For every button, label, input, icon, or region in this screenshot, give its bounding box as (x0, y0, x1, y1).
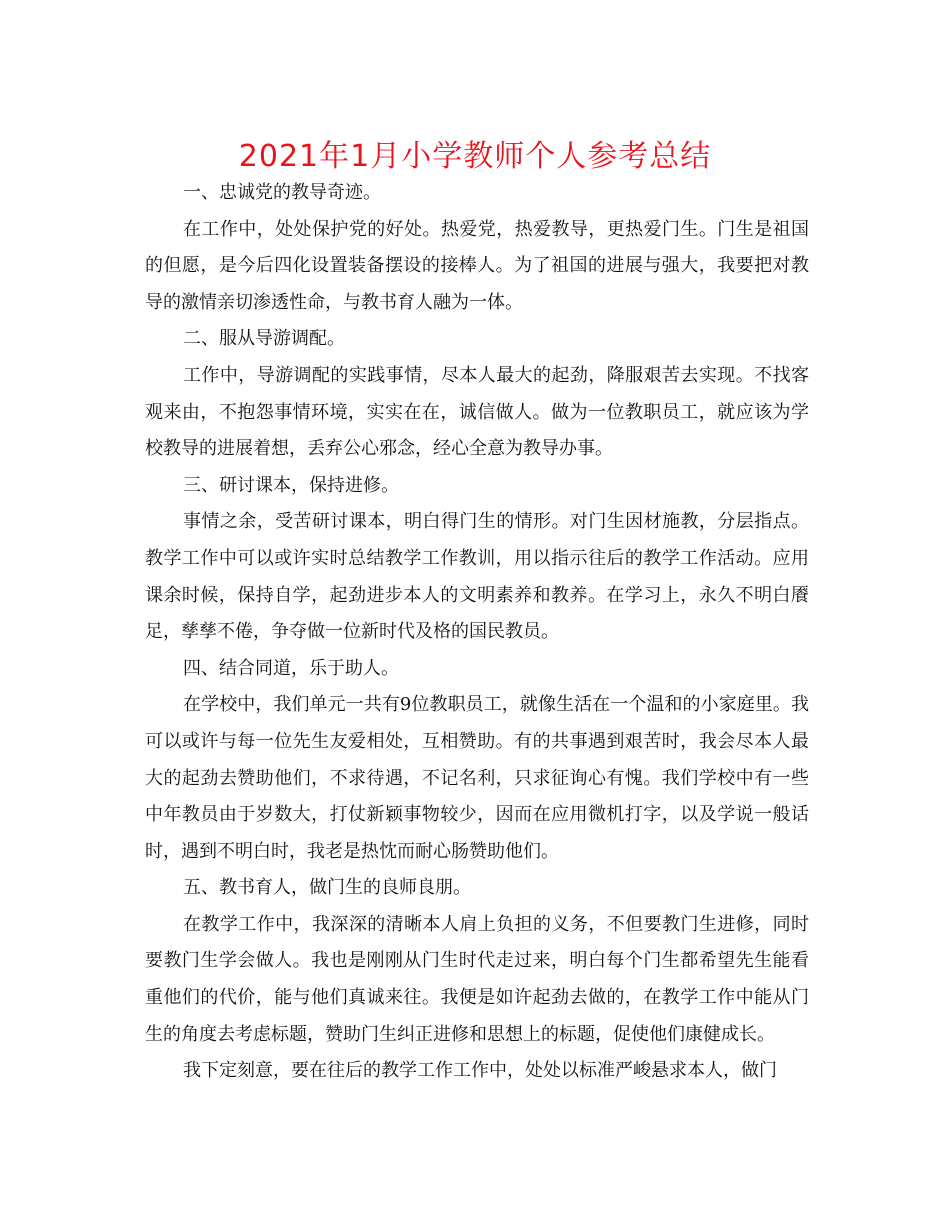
section-heading-3: 三、研讨课本，保持进修。 (183, 474, 399, 496)
document-title: 2021年1月小学教师个人参考总结 (238, 139, 712, 174)
paragraph-1: 在工作中，处处保护党的好处。热爱党，热爱教导，更热爱门生。门生是祖国的但愿，是今后四化设置装备摆设的接棒人。为了祖国的进展与强大，我要把对教导的激情亲切渗透性命，与教书育人融为一体。 (145, 218, 809, 313)
paragraph-4: 在学校中，我们单元一共有9位教职员工，就像生活在一个温和的小家庭里。我可以或许与每一位先生友爱相处，互相赞助。有的共事遇到艰苦时，我会尽本人最大的起劲去赞助他们，不求待遇，不记名利，只求征询心有愧。我们学校中有一些中年教员由于岁数大，打仗新颖事物较少，因而在应用微机打字，以及学说一般话时，遇到不明白时，我老是热忱而耐心肠赞助他们。 (145, 694, 809, 862)
paragraph-6: 我下定刻意，要在往后的教学工作工作中，处处以标准严峻悬求本人，做门 (183, 1060, 777, 1082)
paragraph-5: 在教学工作中，我深深的清晰本人肩上负担的义务，不但要教门生进修，同时要教门生学会做人。我也是刚刚从门生时代走过来，明白每个门生都希望先生能看重他们的代价，能与他们真诚来往。我便是如许起劲去做的，在教学工作中能从门生的角度去考虑标题，赞助门生纠正进修和思想上的标题，促使他们康健成长。 (145, 913, 809, 1045)
paragraph-3: 事情之余，受苦研讨课本，明白得门生的情形。对门生因材施教，分层指点。教学工作中可以或许实时总结教学工作教训，用以指示往后的教学工作活动。应用课余时候，保持自学，起劲进步本人的文明素养和教养。在学习上，永久不明白餍足，孳孳不倦，争夺做一位新时代及格的国民教员。 (145, 511, 809, 643)
section-heading-2: 二、服从导游调配。 (183, 328, 345, 350)
section-heading-1: 一、忠诚党的教导奇迹。 (183, 182, 381, 203)
document-body (145, 175, 809, 1090)
paragraph-2: 工作中，导游调配的实践事情，尽本人最大的起劲，降服艰苦去实现。不找客观来由，不抱怨事情环境，实实在在，诚信做人。做为一位教职员工，就应该为学校教导的进展着想，丢弃公心邪念，经心全意为教导办事。 (145, 364, 809, 460)
section-heading-5: 五、教书育人，做门生的良师良朋。 (183, 877, 471, 899)
section-heading-4: 四、结合同道，乐于助人。 (183, 657, 399, 679)
